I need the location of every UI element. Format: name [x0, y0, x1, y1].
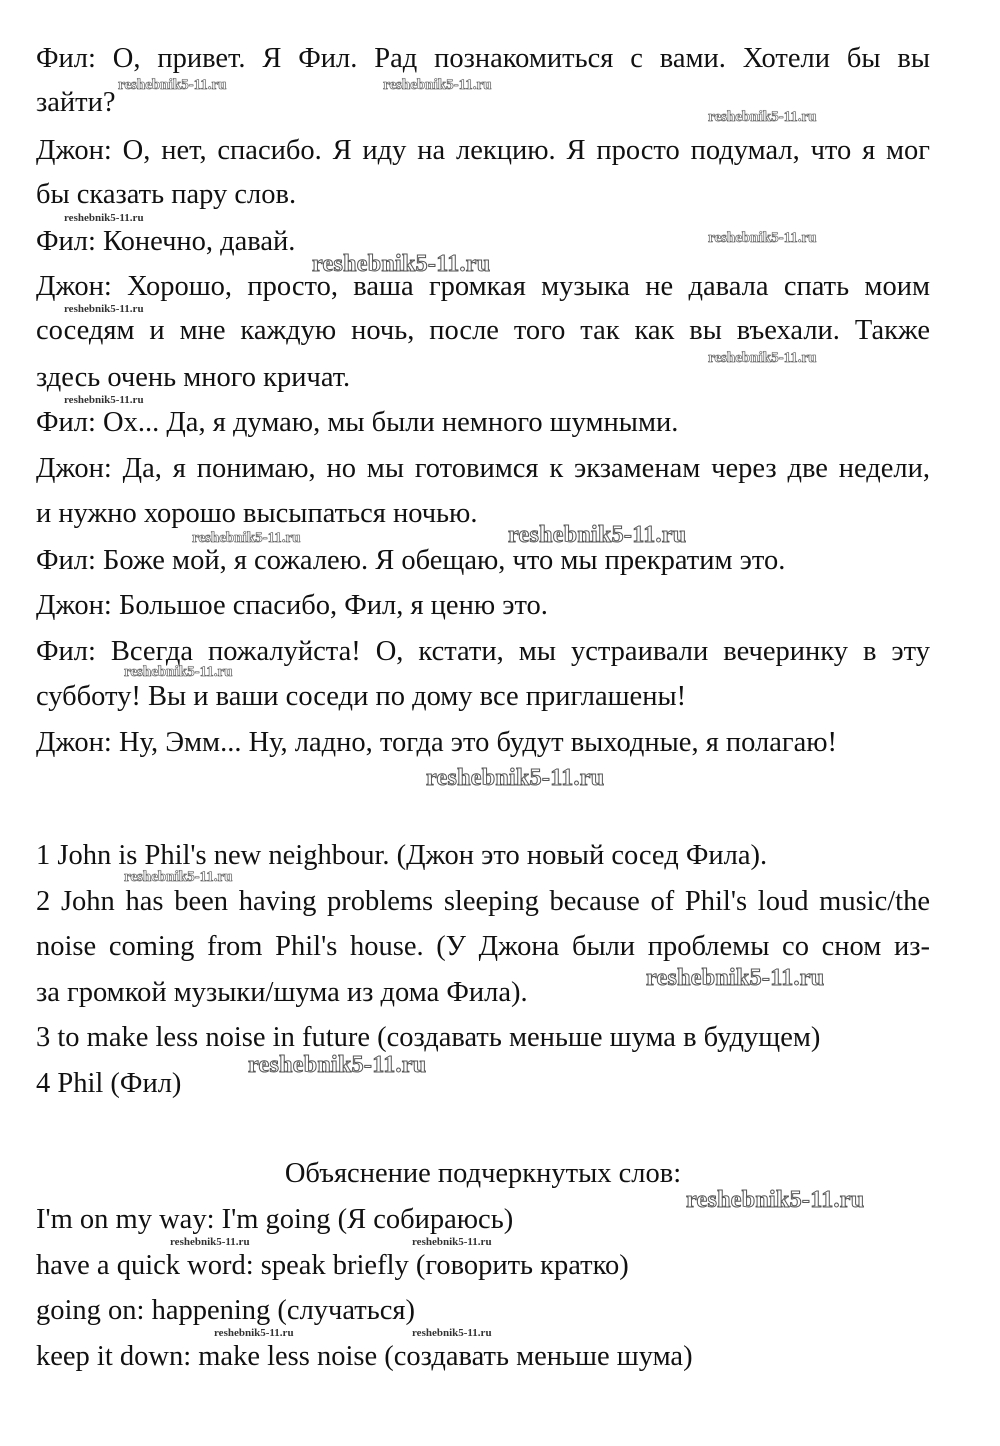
- dialogue-line: Фил: Всегда пожалуйста! О, кстати, мы устраивали вечеринку в эту: [36, 636, 930, 667]
- watermark: reshebnik5-11.ru: [64, 394, 144, 406]
- watermark: reshebnik5-11.ru: [64, 212, 144, 224]
- dialogue-line: бы сказать пару слов.: [36, 179, 297, 210]
- watermark: reshebnik5-11.ru: [170, 1236, 250, 1248]
- dialogue-line: субботу! Вы и ваши соседи по дому все приглашены!: [36, 681, 687, 712]
- dialogue-line: Джон: Хорошо, просто, ваша громкая музыка не давала спать моим: [36, 271, 930, 302]
- watermark: reshebnik5-11.ru: [118, 77, 227, 93]
- explanation-item: keep it down: make less noise (создавать меньше шума): [36, 1341, 693, 1372]
- dialogue-line: Фил: Конечно, давай.: [36, 226, 296, 257]
- answer-line: noise coming from Phil's house. (У Джона были проблемы со сном из-: [36, 931, 930, 962]
- watermark: reshebnik5-11.ru: [412, 1236, 492, 1248]
- dialogue-line: Фил: О, привет. Я Фил. Рад познакомиться с вами. Хотели бы вы: [36, 43, 930, 74]
- watermark: reshebnik5-11.ru: [708, 109, 817, 125]
- watermark: reshebnik5-11.ru: [192, 530, 301, 546]
- watermark: reshebnik5-11.ru: [383, 77, 492, 93]
- answer-line: 2 John has been having problems sleeping because of Phil's loud music/the: [36, 886, 930, 917]
- dialogue-line: Фил: Боже мой, я сожалею. Я обещаю, что мы прекратим это.: [36, 545, 786, 576]
- watermark: reshebnik5-11.ru: [214, 1327, 294, 1339]
- dialogue-line: Фил: Ох... Да, я думаю, мы были немного шумными.: [36, 407, 679, 438]
- watermark: reshebnik5-11.ru: [124, 664, 233, 680]
- dialogue-line: Джон: Большое спасибо, Фил, я ценю это.: [36, 590, 548, 621]
- answer-line: 4 Phil (Фил): [36, 1068, 182, 1099]
- explanation-item: have a quick word: speak briefly (говорить кратко): [36, 1250, 629, 1281]
- watermark: reshebnik5-11.ru: [412, 1327, 492, 1339]
- watermark: reshebnik5-11.ru: [248, 1052, 427, 1078]
- watermark: reshebnik5-11.ru: [508, 522, 687, 548]
- watermark: reshebnik5-11.ru: [64, 303, 144, 315]
- watermark: reshebnik5-11.ru: [426, 765, 605, 791]
- explanation-item: I'm on my way: I'm going (Я собираюсь): [36, 1204, 514, 1235]
- dialogue-line: Джон: Да, я понимаю, но мы готовимся к экзаменам через две недели,: [36, 453, 930, 484]
- answer-line: 3 to make less noise in future (создавать меньше шума в будущем): [36, 1022, 821, 1053]
- watermark: reshebnik5-11.ru: [708, 230, 817, 246]
- watermark: reshebnik5-11.ru: [686, 1187, 865, 1213]
- dialogue-line: здесь очень много кричат.: [36, 362, 351, 393]
- answer-line: 1 John is Phil's new neighbour. (Джон это новый сосед Фила).: [36, 840, 768, 871]
- explanation-item: going on: happening (случаться): [36, 1295, 415, 1326]
- watermark: reshebnik5-11.ru: [646, 965, 825, 991]
- answer-line: за громкой музыки/шума из дома Фила).: [36, 977, 528, 1008]
- dialogue-line: и нужно хорошо высыпаться ночью.: [36, 498, 478, 529]
- dialogue-line: соседям и мне каждую ночь, после того так как вы въехали. Также: [36, 315, 930, 346]
- watermark: reshebnik5-11.ru: [312, 251, 491, 277]
- watermark: reshebnik5-11.ru: [124, 869, 233, 885]
- explanation-heading: Объяснение подчеркнутых слов:: [284, 1158, 682, 1189]
- dialogue-line: Джон: О, нет, спасибо. Я иду на лекцию. Я просто подумал, что я мог: [36, 135, 930, 166]
- dialogue-line: Джон: Ну, Эмм... Ну, ладно, тогда это будут выходные, я полагаю!: [36, 727, 838, 758]
- watermark: reshebnik5-11.ru: [708, 350, 817, 366]
- dialogue-line: зайти?: [36, 87, 116, 118]
